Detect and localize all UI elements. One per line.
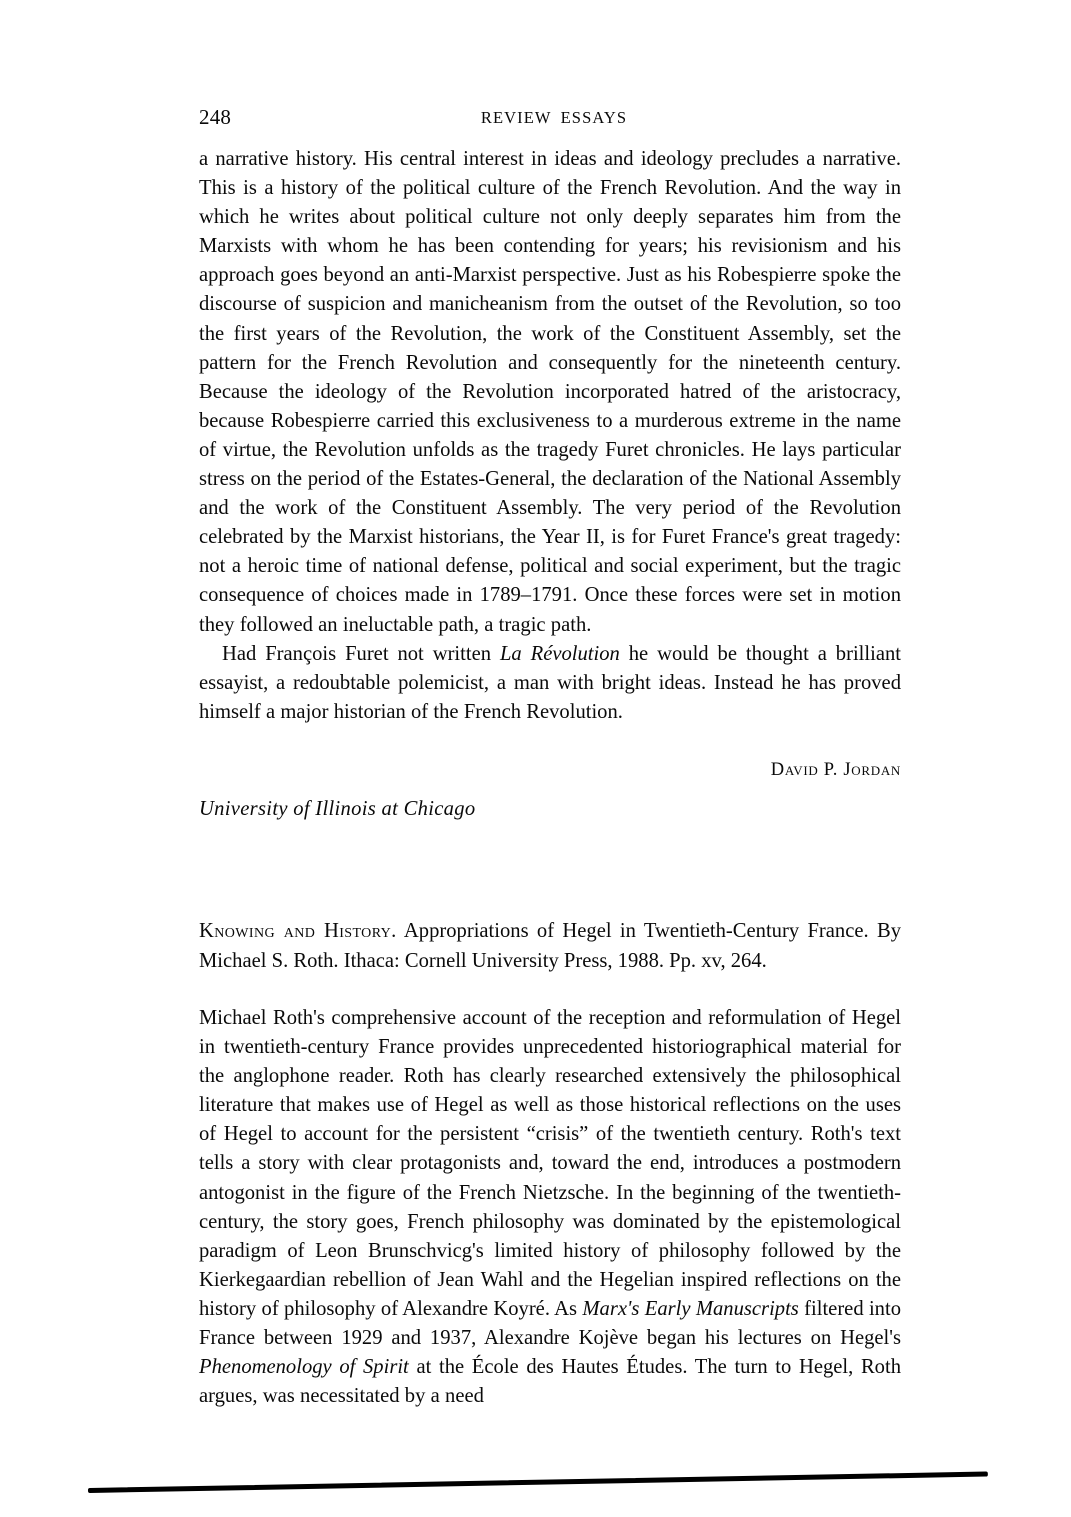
book-title-la-revolution: La Révolution <box>499 642 620 665</box>
closing-text-before-title: Had François Furet not written <box>222 642 500 665</box>
review-two-segment-2: filtered into France between 1929 and 1937, Alexandre Kojève began his lectures on Hegel's <box>199 1297 901 1350</box>
book-title-marxs-early-manuscripts: Marx's Early Manuscripts <box>582 1297 799 1320</box>
review-two-paragraph <box>199 1004 901 1411</box>
reviewer-affiliation: University of Illinois at Chicago <box>199 798 476 820</box>
book-title-phenomenology-of-spirit: Phenomenology of Spirit <box>199 1356 409 1379</box>
review-one-paragraph-continued: a narrative history. His central interest in ideas and ideology precludes a narrative. This is a history of the political culture of the French Revolution. And the way in which he writes about political culture not only deeply separates him from the Marxists with whom he has been contending for years; his revisionism and his approach goes beyond an anti-Marxist perspective. Just as his Robespierre spoke the discourse of suspicion and manicheanism from the outset of the Revolution, so too the first years of the Revolution, the work of the Constituent Assembly, set the pattern for the French Revolution and consequently for the nineteenth century. Because the ideology of the Revolution incorporated hatred of the aristocracy, because Robespierre carried this exclusiveness to a murderous extreme in the name of virtue, the Revolution unfolds as the tragedy Furet chronicles. He lays particular stress on the period of the Estates-General, the declaration of the National Assembly and the work of the Constituent Assembly. The very period of the Revolution celebrated by the Marxist historians, the Year II, is for Furet France's great tragedy: not a heroic time of national defense, political and social experiment, but the tragic consequence of choices made in 1789–1791. Once these forces were set in motion they followed an ineluctable path, a tragic path. <box>199 148 901 636</box>
review-two-heading <box>199 916 901 976</box>
review-two-text-column <box>199 1004 901 1411</box>
scan-edge-artifact <box>88 1472 988 1493</box>
review-one-closing-paragraph <box>199 640 901 727</box>
running-head-word-1: REVIEW <box>480 108 552 127</box>
review-one-text-column <box>199 145 901 727</box>
review-two-book-title: Knowing and History. <box>199 920 397 942</box>
review-two-segment-1: Michael Roth's comprehensive account of the reception and reformulation of Hegel in twentieth-century France provides unprecedented historiographical material for the anglophone reader. Roth has clearly researched extensively the philosophical literature that makes use of Hegel as well as those historical reflections on the uses of Hegel to account for the persistent “crisis” of the twentieth century. Roth's text tells a story with clear protagonists and, toward the end, introduces a postmodern antogonist in the figure of the French Nietzsche. In the beginning of the twentieth-century, the story goes, French philosophy was dominated by the epistemological paradigm of Leon Brunschvicg's limited history of philosophy followed by the Kierkegaardian rebellion of Jean Wahl and the Hegelian inspired reflections on the history of philosophy of Alexandre Koyré. As <box>199 1007 901 1320</box>
page-number: 248 <box>199 105 232 129</box>
reviewer-name: David P. Jordan <box>770 760 901 780</box>
review-two-publication-details: Appropriations of Hegel in Twentieth-Century France. By Michael S. Roth. Ithaca: Cornell University Press, 1988. Pp. xv, 264. <box>199 920 901 972</box>
running-head-title <box>199 106 901 130</box>
review-one-signature-block <box>199 757 901 823</box>
running-head-word-2: ESSAYS <box>560 108 628 127</box>
closing-text-after-title: he would be thought a brilliant essayist, a redoubtable polemicist, a man with bright ideas. Instead he has proved himself a major historian of the French Revolution. <box>199 642 901 723</box>
running-head <box>199 104 901 130</box>
review-two-segment-3: at the École des Hautes Études. The turn to Hegel, Roth argues, was necessitated by a need <box>199 1356 901 1408</box>
